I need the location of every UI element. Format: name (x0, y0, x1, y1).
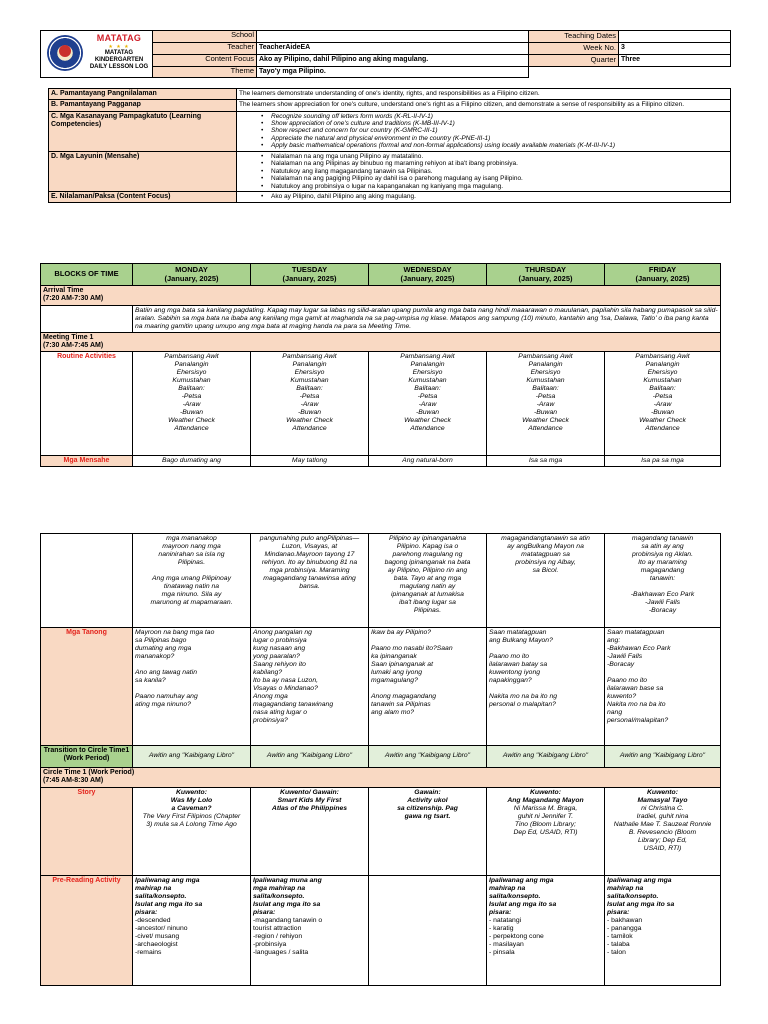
competencies-list (239, 113, 728, 150)
story-tuesday: Kuwento/ Gawain: Smart Kids My First Atlas of the Philippines (251, 787, 369, 875)
list-item: • Natutukoy ang ilang magagandang tanawin sa Pilipinas. (239, 168, 728, 175)
value-teaching-dates (619, 31, 731, 43)
day-header-tuesday: TUESDAY (January, 2025) (251, 264, 369, 286)
pre-reading-label: Pre-Reading Activity (41, 875, 133, 985)
content-focus-list (239, 193, 728, 200)
mensahe-cont-monday: mga mananakop mayroon nang mga naninirahan sa isla ng Pilipinas. Ang mga unang Pilipinoay tinatawag natin na mga ninuno. Sila ay marunong at mapamaraan. (133, 534, 251, 628)
transition-wednesday: Awitin ang "Kaibigang Libro" (369, 746, 487, 768)
list-item: • Natutukoy ang probinsiya o lugar na kapanganakan ng kaniyang mga magulang. (239, 183, 728, 190)
schedule-table (40, 263, 721, 467)
mensahe-cont-tuesday: pangunahing pulo angPilipinas— Luzon, Visayas, at Mindanao.Mayroon tayong 17 rehiyon. Ito ay binubuong 81 na mga probinsiya. Maraming magagandang tanawinsa ating bansa. (251, 534, 369, 628)
list-item: • Appreciate the natural and physical environment in the country (K-PNE-III-1) (239, 135, 728, 142)
routine-monday: Pambansang Awit Panalangin Ehersisyo Kumustahan Balitaan: -Petsa -Araw -Buwan Weather Check Attendance (133, 352, 251, 456)
mensahe-thursday: Isa sa mga (487, 456, 605, 467)
story-thursday: Kuwento: Ang Magandang Mayon Ni Marissa M. Braga, guhit ni Jennifer T. Tino (Bloom Library; Dep Ed, USAID, RTI) (487, 787, 605, 875)
brand-title: MATATAG (96, 33, 142, 43)
day-header-monday: MONDAY (January, 2025) (133, 264, 251, 286)
competencies-label: C. Mga Kasanayang Pampagkatuto (Learning Competencies) (49, 111, 237, 151)
stars-icon: ★ ★ ★ (108, 43, 130, 50)
pre-reading-tuesday: Ipaliwanag muna ang mga mahirap na salita/konsepto. Isulat ang mga ito sa pisara: -magandang tanawin o tourist attraction -region / rehiyon -probinsiya -languages / salita (251, 875, 369, 985)
value-content-focus: Ako ay Pilipino, dahil Pilipino ang aking magulang. (257, 54, 529, 66)
label-school: School (153, 31, 257, 43)
story-friday: Kuwento: Mamasyal Tayo ni Christina C. Iradiel, guhit nina Nathalie Mae T. Sauzeat Ronnie B. Revesencio (Bloom Library; Dep Ed, USAID, RTI) (605, 787, 721, 875)
tanong-friday: Saan matatagpuan ang: -Bakhawan Eco Park -Jawili Falls -Boracay Paano mo ito ilalarawan base sa kuwento? Nakita mo na ba ito nang personal/malapitan? (605, 628, 721, 746)
list-item: • Ako ay Pilipino, dahil Pilipino ang aking magulang. (239, 193, 728, 200)
value-theme: Tayo'y mga Pilipino. (257, 66, 529, 77)
transition-tuesday: Awitin ang "Kaibigang Libro" (251, 746, 369, 768)
label-teaching-dates: Teaching Dates (529, 31, 619, 43)
list-item: • Nalalaman na ang pagiging Pilipino ay dahil isa o parehong magulang ay isang Pilipino. (239, 175, 728, 182)
mensahe-label: Mga Mensahe (41, 456, 133, 467)
performance-standard-label: B. Pamantayang Pagganap (49, 100, 237, 111)
routine-wednesday: Pambansang Awit Panalangin Ehersisyo Kumustahan Balitaan: -Petsa -Araw -Buwan Weather Check Attendance (369, 352, 487, 456)
mensahe-wednesday: Ang natural-born (369, 456, 487, 467)
label-quarter: Quarter (529, 54, 619, 66)
list-item: • Nalalaman na ang Pilipinas ay binubuo ng maraming rehiyon at iba't ibang probinsiya. (239, 160, 728, 167)
value-week-no: 3 (619, 42, 731, 54)
tanong-monday: Mayroon na bang mga tao sa Pilipinas bago dumating ang mga mananakop? Ano ang tawag natin sa kanila? Paano namuhay ang ating mga ninuno? (133, 628, 251, 746)
blocks-of-time-header: BLOCKS OF TIME (41, 264, 133, 286)
transition-thursday: Awitin ang "Kaibigang Libro" (487, 746, 605, 768)
label-week-no: Week No. (529, 42, 619, 54)
objectives-list (239, 153, 728, 190)
value-school (257, 31, 529, 43)
value-teacher: TeacherAideEA (257, 42, 529, 54)
story-label: Story (41, 787, 133, 875)
circle-time-label: Circle Time 1 (Work Period) (7:45 AM-8:30 AM) (41, 768, 721, 788)
schedule-table-continued (40, 533, 721, 986)
pre-reading-wednesday (369, 875, 487, 985)
list-item: • Apply basic mathematical operations (formal and non-formal applications) using locally available materials (K-M-III-IV-1) (239, 142, 728, 149)
list-item: • Show respect and concern for our country (K-GMRC-III-1) (239, 127, 728, 134)
routine-thursday: Pambansang Awit Panalangin Ehersisyo Kumustahan Balitaan: -Petsa -Araw -Buwan Weather Check Attendance (487, 352, 605, 456)
meeting-time-label: Meeting Time 1 (7:30 AM-7:45 AM) (41, 332, 721, 352)
mensahe-tuesday: May tatlong (251, 456, 369, 467)
label-theme: Theme (153, 66, 257, 77)
performance-standard-value: The learners show appreciation for one's culture, understand one's right as a Filipino citizen, and demonstrate a sense of responsibility as a Filipino citizen. (237, 100, 731, 111)
story-wednesday: Gawain: Activity ukol sa citizenship. Pag gawa ng tsart. (369, 787, 487, 875)
brand-line2: KINDERGARTEN (94, 56, 144, 63)
story-monday: Kuwento: Was My Lolo a Caveman? The Very First Filipinos (Chapter 3) mula sa A Lolong Time Ago (133, 787, 251, 875)
mensahe-cont-thursday: magagandangtanawin sa atin ay angBulkang Mayon na matatagpuan sa probinsiya ng Albay, sa Bicol. (487, 534, 605, 628)
pre-reading-monday: Ipaliwanag ang mga mahirap na salita/konsepto. Isulat ang mga ito sa pisara: -descended -ancestor/ ninuno -civet/ musang -archaeologist -remains (133, 875, 251, 985)
tanong-wednesday: Ikaw ba ay Pilipino? Paano mo nasabi ito?Saan ka ipinanganak Saan ipinanganak at lumaki ang iyong mgamagulang? Anong magagandang tanawin sa Pilipinas ang alam mo? (369, 628, 487, 746)
routine-tuesday: Pambansang Awit Panalangin Ehersisyo Kumustahan Balitaan: -Petsa -Araw -Buwan Weather Check Attendance (251, 352, 369, 456)
standards-table (48, 88, 731, 203)
routine-friday: Pambansang Awit Panalangin Ehersisyo Kumustahan Balitaan: -Petsa -Araw -Buwan Weather Check Attendance (605, 352, 721, 456)
deped-seal-icon (47, 35, 83, 71)
routine-activities-label: Routine Activities (41, 352, 133, 456)
brand-line1: MATATAG (104, 49, 134, 56)
pre-reading-thursday: Ipaliwanag ang mga mahirap na salita/konsepto. Isulat ang mga ito sa pisara: - natatangi - karatig - perpektong cone - masilayan - pinsala (487, 875, 605, 985)
mensahe-friday: Isa pa sa mga (605, 456, 721, 467)
transition-label: Transition to Circle Time1 (Work Period) (41, 746, 133, 768)
day-header-thursday: THURSDAY (January, 2025) (487, 264, 605, 286)
list-item: • Show appreciation of one's culture and traditions (K-MB-III-IV-1) (239, 120, 728, 127)
objectives-label: D. Mga Layunin (Mensahe) (49, 151, 237, 191)
day-header-wednesday: WEDNESDAY (January, 2025) (369, 264, 487, 286)
mensahe-monday: Bago dumating ang (133, 456, 251, 467)
pre-reading-friday: Ipaliwanag ang mga mahirap na salita/konsepto. Isulat ang mga ito sa pisara: - bakhawan - panangga - tamilok - talaba - talon (605, 875, 721, 985)
list-item: • Nalalaman na ang mga unang Pilipino ay matatalino. (239, 153, 728, 160)
brand (87, 33, 151, 71)
transition-friday: Awitin ang "Kaibigang Libro" (605, 746, 721, 768)
mensahe-cont-wednesday: Pilipino ay ipinanganakna Pilipino. Kapag isa o parehong magulang ng bagong ipinanganak na bata ay Pilipino, Pilipino rin ang bata. Tayo at ang mga magulang natin ay ipinanganak at lumakisa iba't ibang lugar sa Pilipinas. (369, 534, 487, 628)
mensahe-cont-friday: magandang tanawin sa atin ay ang probinsiya ng Aklan. Ito ay maraming magagandang tanawin: -Bakhawan Eco Park -Jawili Falls -Boracay (605, 534, 721, 628)
arrival-text: Batiin ang mga bata sa kanilang pagdating. Kapag may lugar sa labas ng silid-aralan upang pumila ang mga bata nang hindi maaarawan o mauulanan, papilahin sila habang pumapasok sa silid-aralan. Sabihin sa mga bata na ibaba ang kanilang mga gamit at maghanda na sa pag-umpisa ng klase. Matapos ang sampung (10) minuto, kantahin ang 'Isa, Dalawa, Tatlo' o iba pang kanta na maaring gamitin upang umupo ang mga bata at maging handa na para sa Meeting Time. (133, 305, 721, 332)
content-standard-label: A. Pamantayang Pangnilalaman (49, 89, 237, 100)
brand-line3: DAILY LESSON LOG (89, 63, 149, 70)
transition-monday: Awitin ang "Kaibigang Libro" (133, 746, 251, 768)
header-table (40, 30, 731, 78)
tanong-label: Mga Tanong (41, 628, 133, 746)
label-content-focus: Content Focus (153, 54, 257, 66)
arrival-time-label: Arrival Time (7:20 AM-7:30 AM) (41, 286, 721, 306)
list-item: • Recognize sounding off letters form words (K-RL-II-IV-1) (239, 113, 728, 120)
day-header-friday: FRIDAY (January, 2025) (605, 264, 721, 286)
logo-block (41, 31, 153, 78)
content-standard-value: The learners demonstrate understanding of one's identity, rights, and responsibilities as a Filipino citizen. (237, 89, 731, 100)
label-teacher: Teacher (153, 42, 257, 54)
tanong-tuesday: Anong pangalan ng lugar o probinsiya kung nasaan ang yong paaralan? Saang rehiyon ito kabilang? Ito ba ay nasa Luzon, Visayas o Mindanao? Anong mga magagandang tanawinang nasa ating lugar o probinsiya? (251, 628, 369, 746)
content-focus-label: E. Nilalaman/Paksa (Content Focus) (49, 192, 237, 203)
tanong-thursday: Saan matatagpuan ang Bulkang Mayon? Paano mo ito ilalarawan batay sa kuwentong iyong napakinggan? Nakita mo na ba ito ng personal o malapitan? (487, 628, 605, 746)
value-quarter: Three (619, 54, 731, 66)
